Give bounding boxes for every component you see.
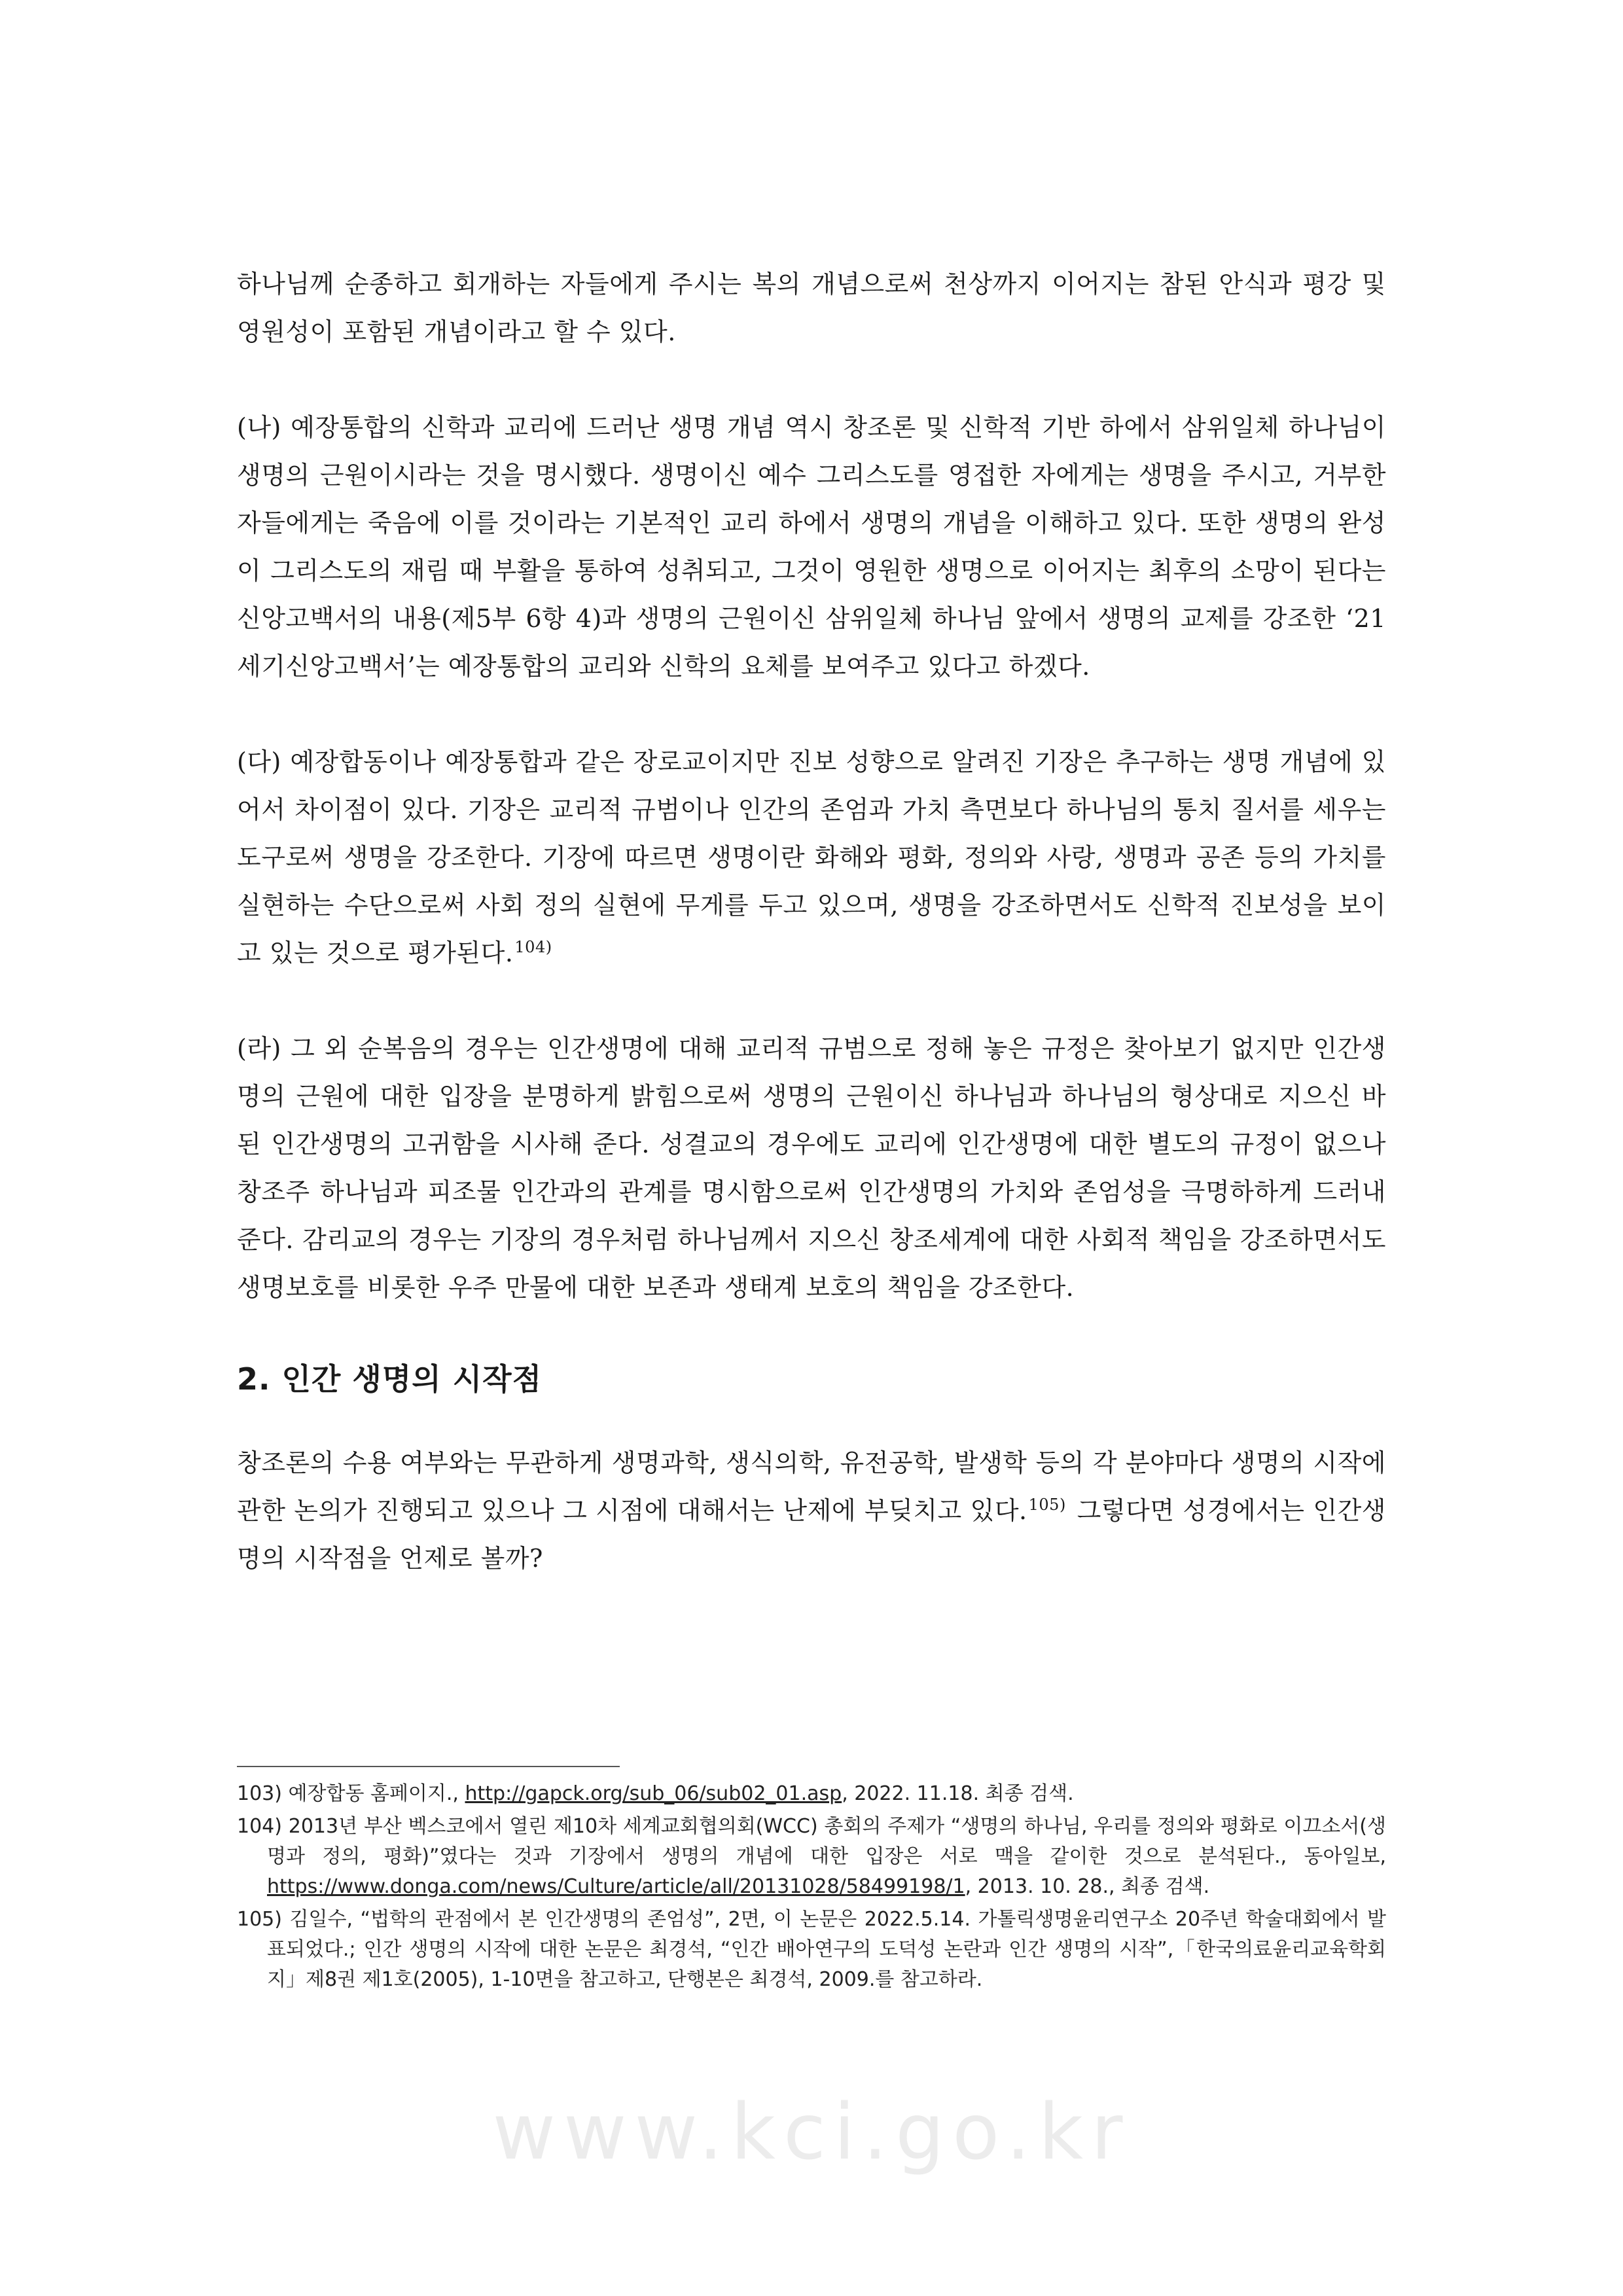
- footnote-text-end: , 2013. 10. 28., 최종 검색.: [965, 1875, 1210, 1898]
- footnote-ref-104[interactable]: 104): [514, 938, 552, 956]
- footnotes: [237, 1779, 1386, 1998]
- watermark: www.kci.go.kr: [492, 2087, 1131, 2177]
- paragraph-1-text: 하나님께 순종하고 회개하는 자들에게 주시는 복의 개념으로써 천상까지 이어지는 참된 안식과 평강 및 영원성이 포함된 개념이라고 할 수 있다.: [237, 270, 1386, 346]
- footnote-number: 105): [237, 1908, 282, 1931]
- footnote-number: 103): [237, 1782, 282, 1805]
- footnote-105: [237, 1905, 1386, 1995]
- section-heading: 2. 인간 생명의 시작점: [237, 1361, 543, 1397]
- footnote-ref-105[interactable]: 105): [1028, 1496, 1066, 1514]
- footnote-text: 2013년 부산 벡스코에서 열린 제10차 세계교회협의회(WCC) 총회의 주제가 “생명의 하나님, 우리를 정의와 평화로 이끄소서(생명과 정의, 평화)”였다는 것과 기장에서 생명의 개념에 대한 입장은 서로 맥을 같이한 것으로 분석된다., 동아일보,: [267, 1815, 1386, 1868]
- footnote-divider: [237, 1766, 620, 1767]
- paragraph-4: [237, 1025, 1386, 1312]
- section-paragraph: [237, 1439, 1386, 1583]
- paragraph-3: [237, 738, 1386, 977]
- paragraph-3-text: (다) 예장합동이나 예장통합과 같은 장로교이지만 진보 성향으로 알려진 기장은 추구하는 생명 개념에 있어서 차이점이 있다. 기장은 교리적 규범이나 인간의 존엄과 가치 측면보다 하나님의 통치 질서를 세우는 도구로써 생명을 강조한다. 기장에 따르면 생명이란 화해와 평화, 정의와 사랑, 생명과 공존 등의 가치를 실현하는 수단으로써 사회 정의 실현에 무게를 두고 있으며, 생명을 강조하면서도 신학적 진보성을 보이고 있는 것으로 평가된다.: [237, 747, 1386, 967]
- paragraph-1: [237, 260, 1386, 356]
- paragraph-2: [237, 404, 1386, 691]
- document-body: [237, 260, 1386, 1583]
- section-paragraph-text: 창조론의 수용 여부와는 무관하게 생명과학, 생식의학, 유전공학, 발생학 등의 각 분야마다 생명의 시작에 관한 논의가 진행되고 있으나 그 시점에 대해서는 난제에 부딪치고 있다.: [237, 1448, 1386, 1525]
- footnote-link[interactable]: https://www.donga.com/news/Culture/article/all/20131028/58499198/1: [267, 1875, 965, 1898]
- paragraph-2-text: (나) 예장통합의 신학과 교리에 드러난 생명 개념 역시 창조론 및 신학적 기반 하에서 삼위일체 하나님이 생명의 근원이시라는 것을 명시했다. 생명이신 예수 그리스도를 영접한 자에게는 생명을 주시고, 거부한 자들에게는 죽음에 이를 것이라는 기본적인 교리 하에서 생명의 개념을 이해하고 있다. 또한 생명의 완성이 그리스도의 재림 때 부활을 통하여 성취되고, 그것이 영원한 생명으로 이어지는 최후의 소망이 된다는 신앙고백서의 내용(제5부 6항 4)과 생명의 근원이신 삼위일체 하나님 앞에서 생명의 교제를 강조한 ‘21세기신앙고백서’는 예장통합의 교리와 신학의 요체를 보여주고 있다고 하겠다.: [237, 413, 1386, 681]
- section-paragraph-text-cont: 그렇다면 성경에서는 인간생명의 시작점을 언제로 볼까?: [237, 1496, 1386, 1573]
- footnote-104: [237, 1812, 1386, 1902]
- footnote-link[interactable]: http://gapck.org/sub_06/sub02_01.asp: [465, 1782, 842, 1805]
- paragraph-4-text: (라) 그 외 순복음의 경우는 인간생명에 대해 교리적 규범으로 정해 놓은 규정은 찾아보기 없지만 인간생명의 근원에 대한 입장을 분명하게 밝힘으로써 생명의 근원이신 하나님과 하나님의 형상대로 지으신 바 된 인간생명의 고귀함을 시사해 준다. 성결교의 경우에도 교리에 인간생명에 대한 별도의 규정이 없으나 창조주 하나님과 피조물 인간과의 관계를 명시함으로써 인간생명의 가치와 존엄성을 극명하하게 드러내 준다. 감리교의 경우는 기장의 경우처럼 하나님께서 지으신 창조세계에 대한 사회적 책임을 강조하면서도 생명보호를 비롯한 우주 만물에 대한 보존과 생태계 보호의 책임을 강조한다.: [237, 1034, 1386, 1302]
- footnote-text-end: , 2022. 11.18. 최종 검색.: [842, 1782, 1074, 1805]
- footnote-text: 예장합동 홈페이지.,: [288, 1782, 465, 1805]
- footnote-number: 104): [237, 1815, 282, 1838]
- footnote-text: 김일수, “법학의 관점에서 본 인간생명의 존엄성”, 2면, 이 논문은 2022.5.14. 가톨릭생명윤리연구소 20주년 학술대회에서 발표되었다.; 인간 생명의 시작에 대한 논문은 최경석, “인간 배아연구의 도덕성 논란과 인간 생명의 시작”,「한국의료윤리교육학회지」제8권 제1호(2005), 1-10면을 참고하고, 단행본은 최경석, 2009.를 참고하라.: [267, 1908, 1386, 1991]
- footnote-103: [237, 1779, 1386, 1809]
